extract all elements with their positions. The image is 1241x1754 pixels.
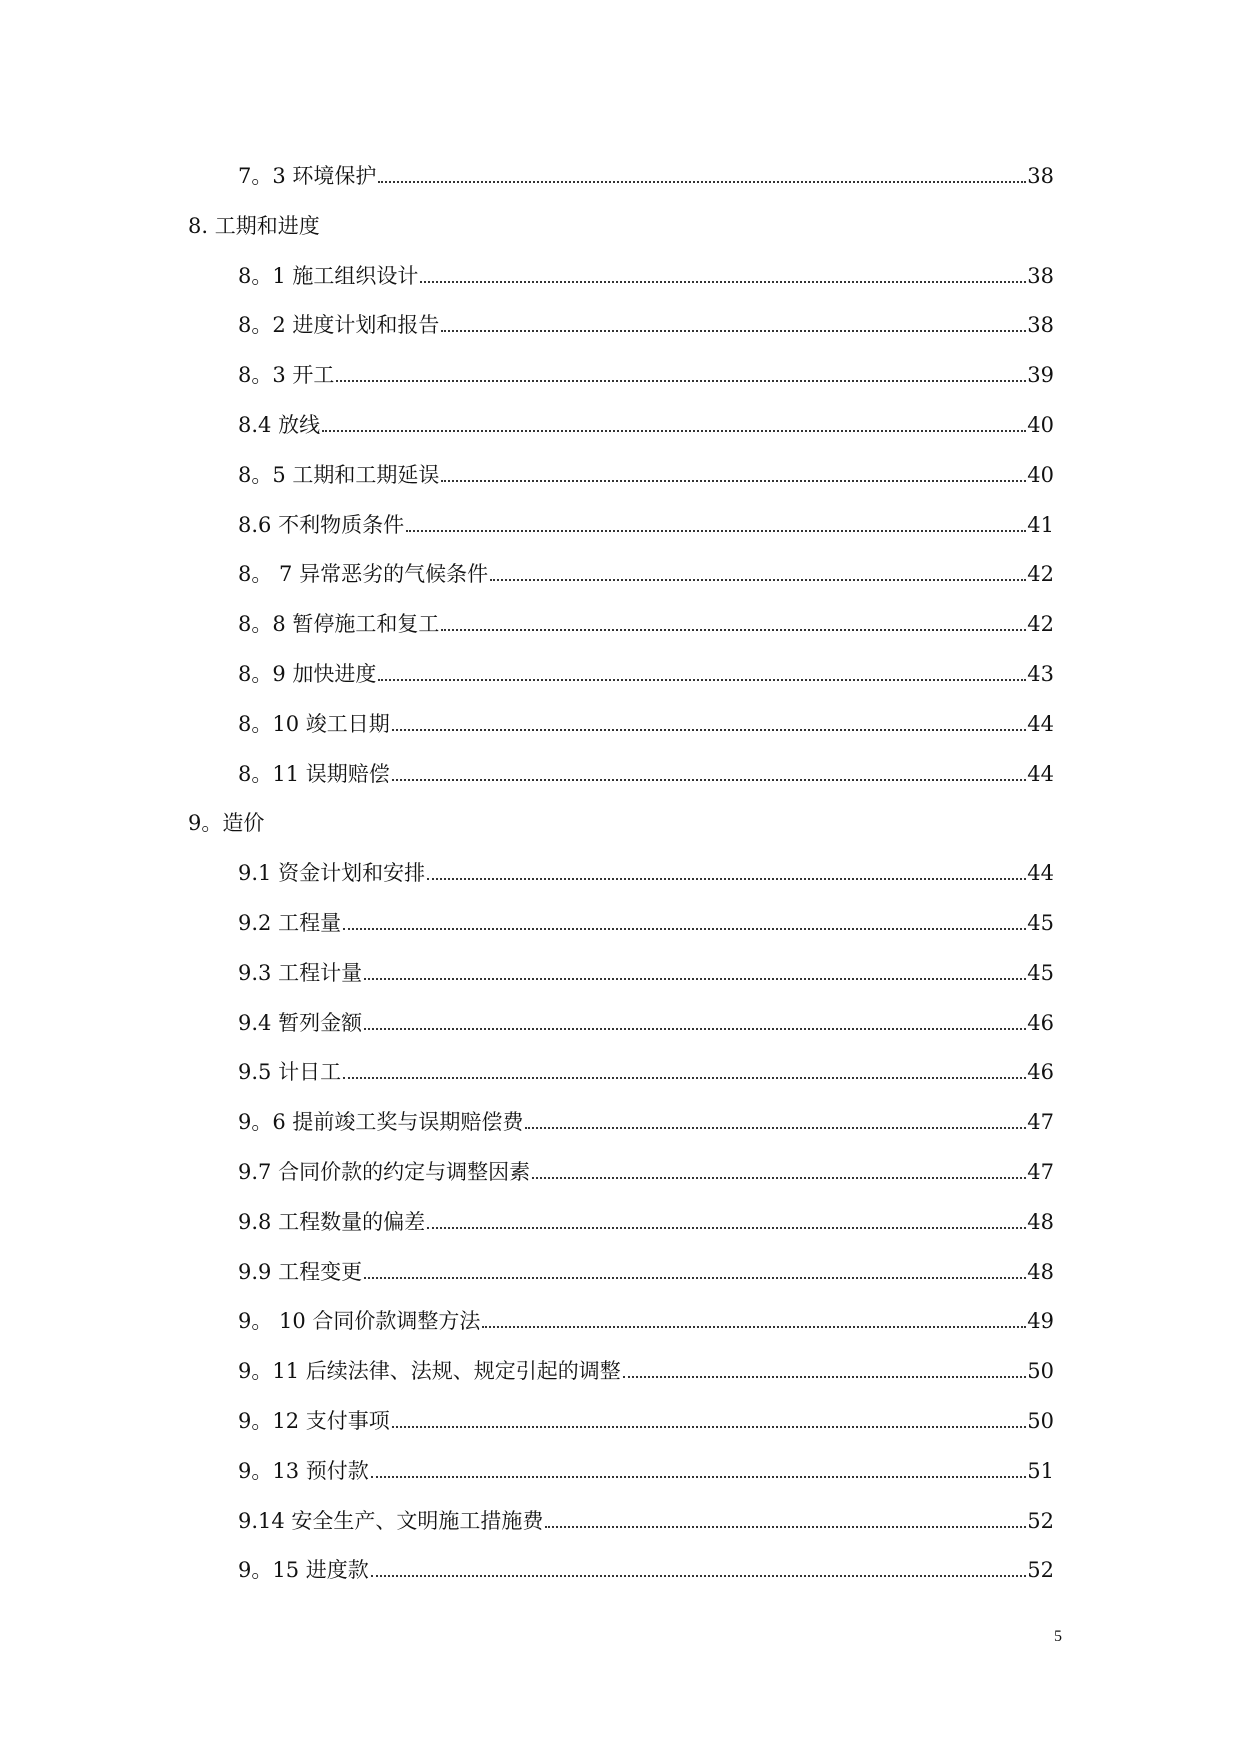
toc-entry [238,499,1054,539]
toc-page-number: 42 [1027,562,1054,587]
toc-dot-leader [441,330,1026,332]
toc-page-number: 45 [1027,911,1054,935]
toc-page-number: 44 [1027,761,1054,786]
toc-page-number: 41 [1027,512,1054,537]
toc-dot-leader [371,1575,1027,1577]
toc-entry [238,1146,1054,1186]
toc-dot-leader [343,928,1026,930]
toc-entry [238,399,1054,439]
toc-entry-title: 9.9 工程变更 [238,1259,363,1284]
toc-dot-leader [545,1526,1026,1528]
toc-entry-title: 8。8 暂停施工和复工 [238,612,440,637]
toc-dot-leader [322,430,1026,432]
toc-entry-title: 9.5 计日工 [238,1060,342,1085]
toc-page-number: 38 [1027,263,1054,288]
toc-entry [238,449,1054,489]
toc-dot-leader [343,1077,1026,1079]
toc-page-number: 52 [1027,1508,1054,1533]
toc-entry-title: 8.6 不利物质条件 [238,512,405,537]
toc-entry [238,299,1054,339]
toc-entry-title: 7。3 环境保护 [238,164,377,188]
toc-entry [238,648,1054,688]
toc-entry-title: 9。6 提前竣工奖与误期赔偿费 [238,1110,524,1135]
toc-dot-leader [336,380,1026,382]
toc-page-number: 45 [1027,960,1054,985]
toc-entry-title: 9。12 支付事项 [238,1409,390,1433]
toc-entry-title: 9。 10 合同价款调整方法 [238,1309,481,1334]
toc-page-number: 43 [1027,662,1054,686]
toc-entry-title: 8。10 竣工日期 [238,711,390,736]
toc-dot-leader [364,1028,1026,1030]
toc-entry [238,1395,1054,1435]
toc-dot-leader [378,181,1026,183]
toc-section-heading [188,200,1054,240]
toc-page-number: 48 [1027,1209,1054,1234]
toc-entry [238,748,1054,788]
toc-entry-title: 9.8 工程数量的偏差 [238,1209,426,1234]
toc-dot-leader [490,579,1026,581]
toc-page-number: 38 [1027,164,1054,188]
toc-entry-title: 9.3 工程计量 [238,960,363,985]
toc-entry [238,947,1054,987]
toc-page-number: 44 [1027,711,1054,736]
toc-dot-leader [532,1177,1026,1179]
toc-page-number: 47 [1027,1160,1054,1184]
toc-entry [238,1046,1054,1086]
toc-dot-leader [406,530,1026,532]
toc-dot-leader [392,1426,1027,1428]
toc-dot-leader [427,1227,1026,1229]
toc-section-heading [188,797,1054,837]
toc-entry-title: 9.2 工程量 [238,911,342,935]
toc-entry [238,1495,1054,1535]
toc-dot-leader [364,978,1026,980]
toc-entry [238,250,1054,290]
toc-page-number: 46 [1027,1010,1054,1035]
toc-page-number: 40 [1027,462,1054,487]
toc-entry [238,897,1054,937]
toc-entry-title: 9。13 预付款 [238,1458,369,1483]
toc-entry-title: 8。3 开工 [238,363,335,388]
toc-page-number: 51 [1027,1458,1054,1483]
page-number: 5 [1054,1628,1062,1645]
toc-entry-title: 9。11 后续法律、法规、规定引起的调整 [238,1359,621,1384]
toc-entry [238,1196,1054,1236]
toc-dot-leader [525,1127,1026,1129]
toc-dot-leader [364,1277,1026,1279]
toc-dot-leader [623,1376,1027,1378]
toc-page-number: 44 [1027,861,1054,886]
toc-entry-title: 8. 工期和进度 [188,213,320,238]
toc-entry-title: 9。造价 [188,811,265,836]
toc-entry [238,997,1054,1037]
toc-entry [238,1345,1054,1385]
toc-page-number: 49 [1027,1309,1054,1334]
toc-entry-title: 8。 7 异常恶劣的气候条件 [238,562,489,587]
toc-page-number: 52 [1027,1558,1054,1583]
toc-dot-leader [427,878,1026,880]
toc-page-number: 38 [1027,313,1054,338]
toc-page-number: 47 [1027,1110,1054,1135]
toc-dot-leader [371,1476,1027,1478]
toc-entry-title: 8。5 工期和工期延误 [238,462,440,487]
toc-dot-leader [441,480,1026,482]
toc-entry-title: 8。2 进度计划和报告 [238,313,440,338]
toc-page-number: 46 [1027,1060,1054,1085]
toc-dot-leader [420,281,1026,283]
toc-entry [238,847,1054,887]
toc-page-number: 40 [1027,413,1054,437]
toc-entry [238,150,1054,190]
toc-page-number: 50 [1027,1359,1054,1384]
toc-dot-leader [392,729,1027,731]
toc-entry-title: 8。11 误期赔偿 [238,761,390,786]
toc-entry [238,1096,1054,1136]
toc-entry [238,598,1054,638]
toc-entry-title: 9。15 进度款 [238,1558,369,1583]
toc-entry-title: 9.1 资金计划和安排 [238,861,426,886]
toc-page-number: 42 [1027,612,1054,637]
toc-entry [238,1544,1054,1584]
toc-dot-leader [378,679,1026,681]
toc-page-number: 39 [1027,363,1054,388]
toc-entry-title: 8。9 加快进度 [238,662,377,686]
toc-page-number: 48 [1027,1259,1054,1284]
toc-dot-leader [392,779,1027,781]
toc-dot-leader [441,629,1026,631]
toc-entry [238,698,1054,738]
toc-entry-title: 9.7 合同价款的约定与调整因素 [238,1160,531,1184]
toc-entry [238,1295,1054,1335]
toc-dot-leader [482,1326,1026,1328]
toc-entry [238,349,1054,389]
toc-entry [238,1246,1054,1286]
toc-entry [238,1445,1054,1485]
toc-entry-title: 9.14 安全生产、文明施工措施费 [238,1508,544,1533]
toc-entry-title: 9.4 暂列金额 [238,1010,363,1035]
toc-entry-title: 8.4 放线 [238,413,321,437]
toc-entry-title: 8。1 施工组织设计 [238,263,419,288]
toc-entry [238,548,1054,588]
toc-page-number: 50 [1027,1409,1054,1433]
